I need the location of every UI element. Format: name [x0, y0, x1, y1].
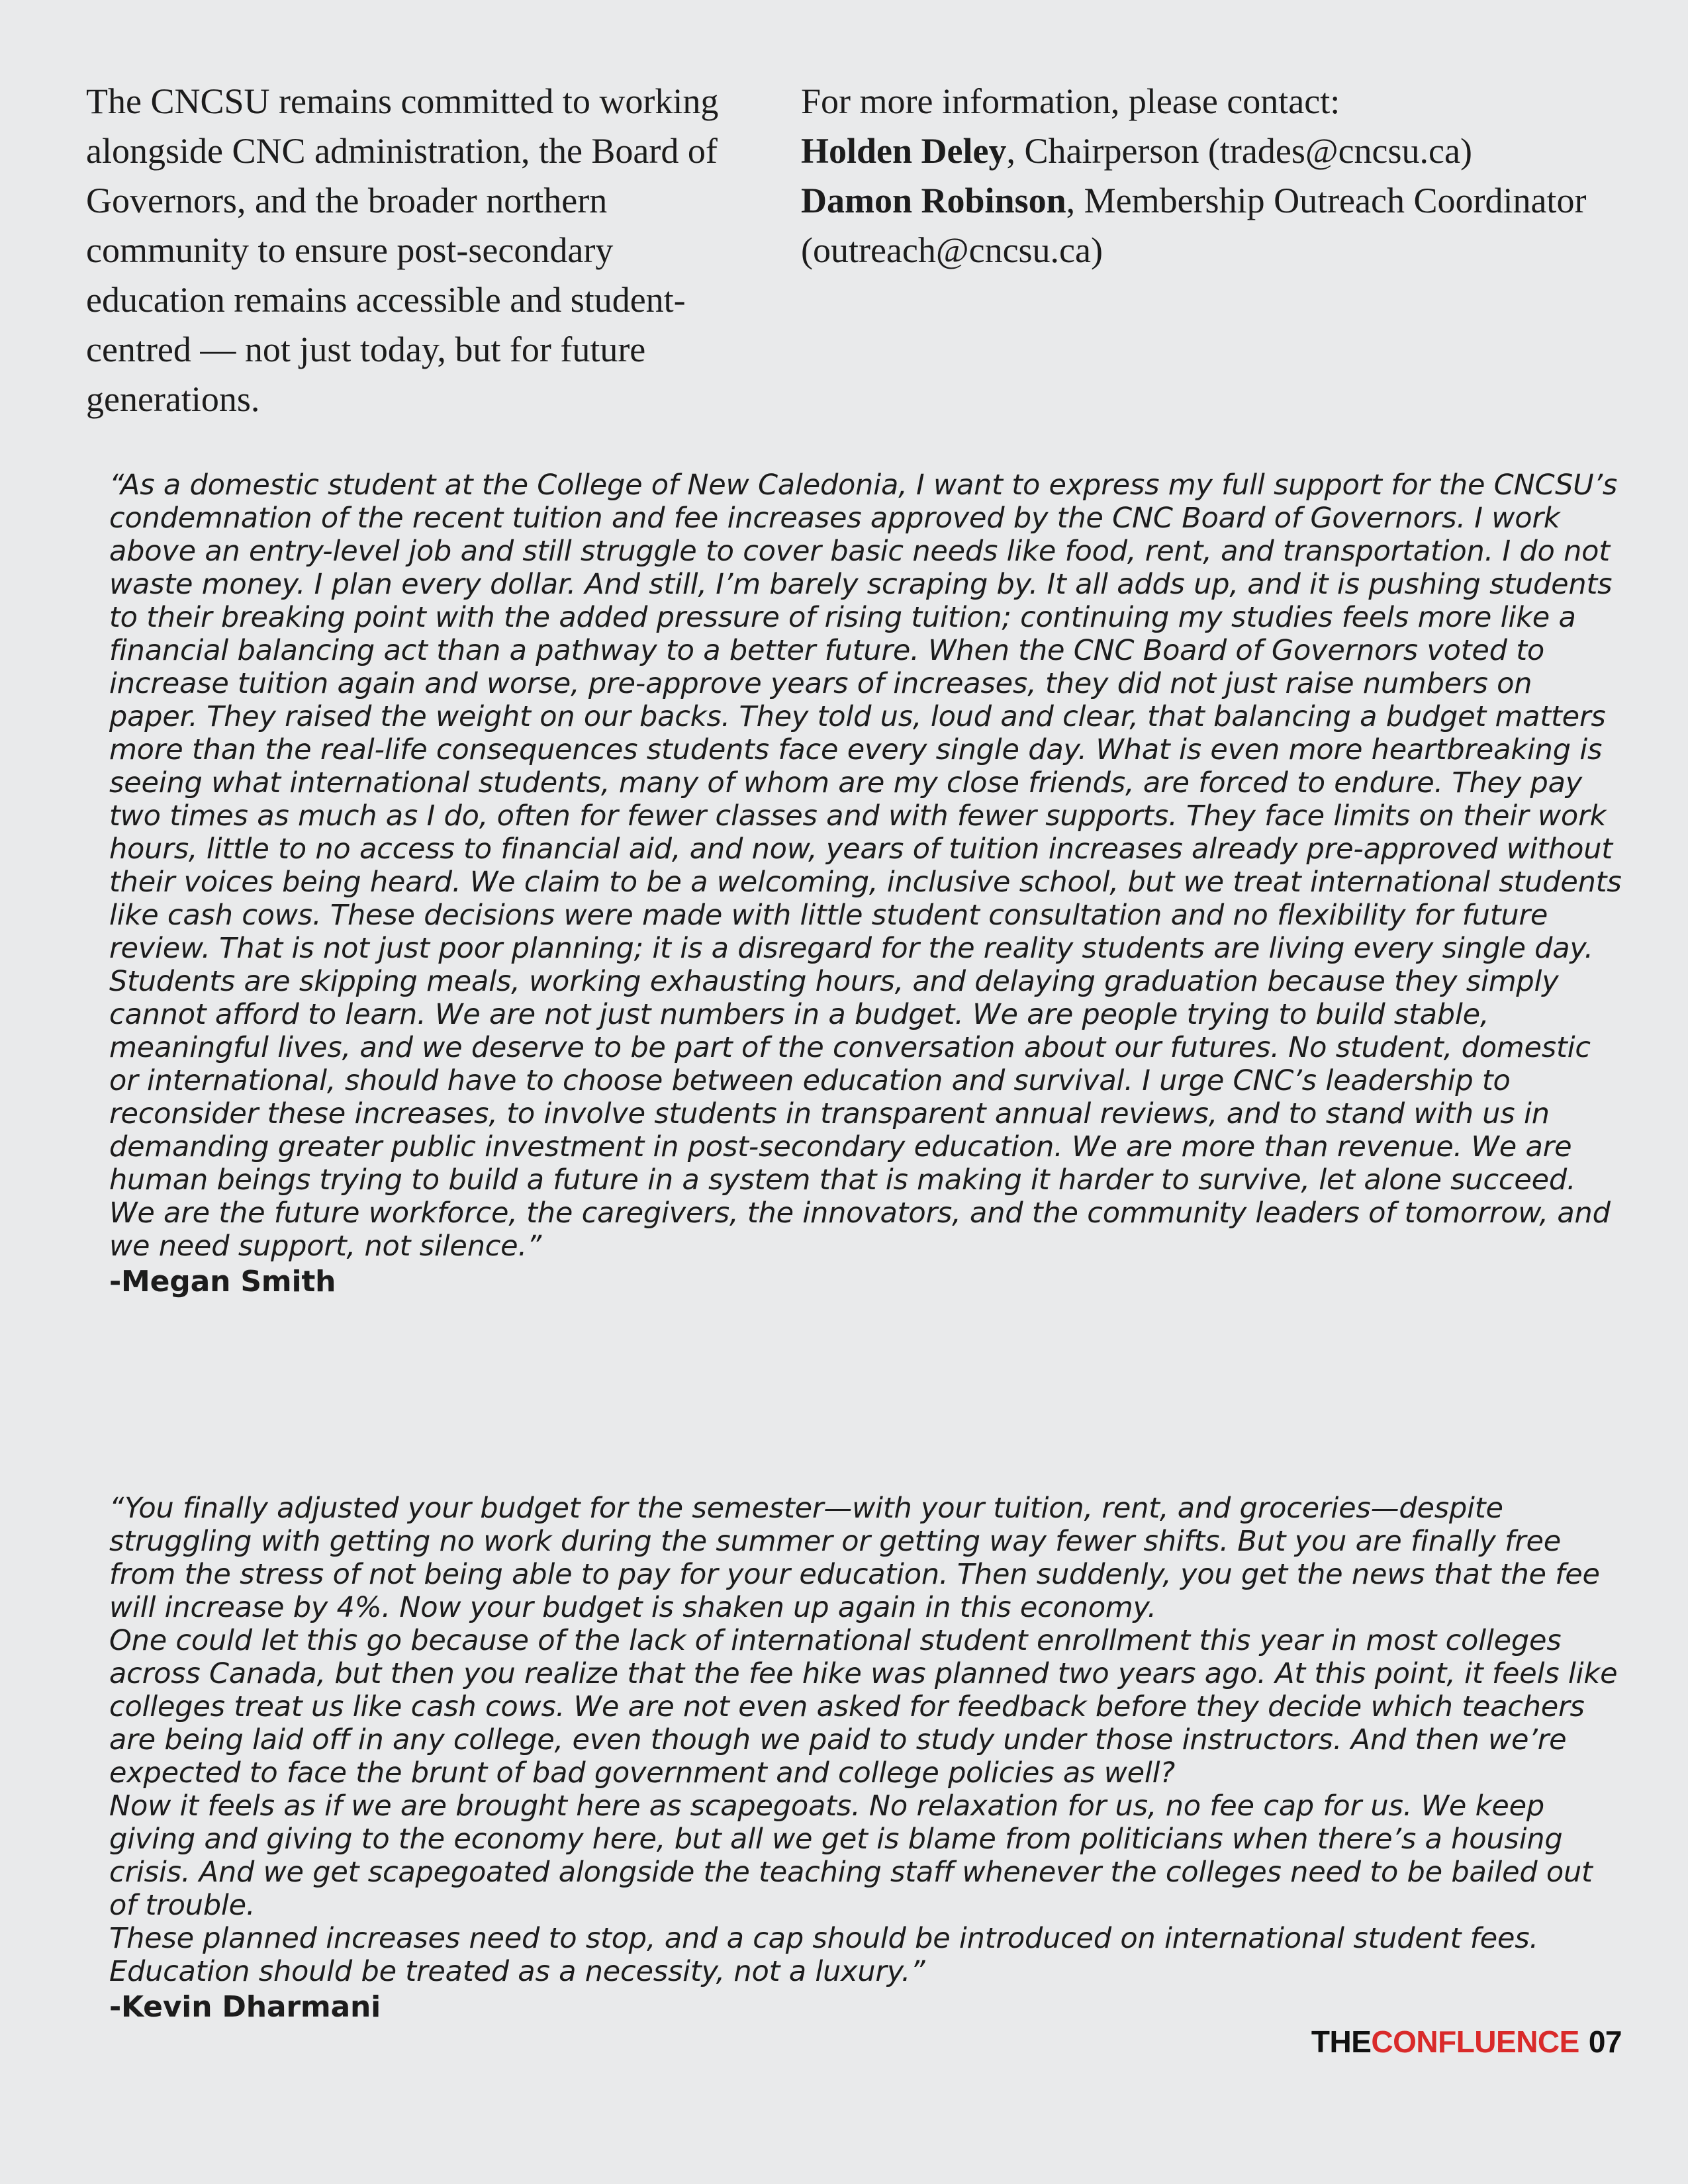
- footer-brand-the: THE: [1311, 2025, 1372, 2059]
- contact-person-1-name: Holden Deley: [801, 131, 1007, 171]
- quote-paragraph: These planned increases need to stop, and a cap should be introduced on international student fees. Education should be treated as a necessity, not a luxury.”: [109, 1922, 1538, 1988]
- quote-paragraph: One could let this go because of the lack of international student enrollment this year in most colleges across Canada, but then you realize that the fee hike was planned two years ago. At this point, it feels like colleges treat us like cash cows. We are not even asked for feedback before they decide which teachers are being laid off in any college, even though we paid to study under those instructors. And then we’re expected to face the brunt of bad government and college policies as well?: [109, 1624, 1618, 1790]
- page-number: 07: [1588, 2025, 1622, 2059]
- contact-person-2: [801, 176, 1628, 275]
- contact-heading: For more information, please contact:: [801, 81, 1340, 121]
- quote-paragraph: “You finally adjusted your budget for the semester—with your tuition, rent, and groceries—despite struggling with getting no work during the summer or getting way fewer shifts. But you are finally free from the stress of not being able to pay for your education. Then suddenly, you get the news that the fee will increase by 4%. Now your budget is shaken up again in this economy.: [109, 1492, 1600, 1624]
- contact-person-2-name: Damon Robinson: [801, 181, 1066, 220]
- page-footer: [1311, 2024, 1622, 2060]
- contact-person-1: [801, 126, 1628, 176]
- contact-person-1-role: , Chairperson (trades@cncsu.ca): [1006, 131, 1472, 171]
- student-quote-1: [109, 469, 1625, 1298]
- quote-paragraph: Now it feels as if we are brought here as scapegoats. No relaxation for us, no fee cap for us. We keep giving and giving to the economy here, but all we get is blame from politicians when there’s a housing crisis. And we get scapegoated alongside the teaching staff whenever the colleges need to be bailed out of trouble.: [109, 1790, 1593, 1922]
- quote-author: -Megan Smith: [109, 1265, 336, 1298]
- footer-brand-confluence: CONFLUENCE: [1371, 2025, 1579, 2059]
- intro-paragraph: The CNCSU remains committed to working alongside CNC administration, the Board of Governors, and the broader northern community to ensure post-secondary education remains accessible and student-centred — not just today, but for future generations.: [86, 81, 719, 419]
- student-quote-2: [109, 1492, 1625, 2024]
- quote-author: -Kevin Dharmani: [109, 1990, 381, 2024]
- quote-paragraph: “As a domestic student at the College of New Caledonia, I want to express my full support for the CNCSU’s condemnation of the recent tuition and fee increases approved by the CNC Board of Governors. I work above an entry-level job and still struggle to cover basic needs like food, rent, and transportation. I do not waste money. I plan every dollar. And still, I’m barely scraping by. It all adds up, and it is pushing students to their breaking point with the added pressure of rising tuition; continuing my studies feels more like a financial balancing act than a pathway to a better future. When the CNC Board of Governors voted to increase tuition again and worse, pre-approve years of increases, they did not just raise numbers on paper. They raised the weight on our backs. They told us, loud and clear, that balancing a budget matters more than the real-life consequences students face every single day. What is even more heartbreaking is seeing what international students, many of whom are my close friends, are forced to endure. They pay two times as much as I do, often for fewer classes and with fewer supports. They face limits on their work hours, little to no access to financial aid, and now, years of tuition increases already pre-approved without their voices being heard. We claim to be a welcoming, inclusive school, but we treat international students like cash cows. These decisions were made with little student consultation and no flexibility for future review. That is not just poor planning; it is a disregard for the reality students are living every single day. Students are skipping meals, working exhausting hours, and delaying graduation because they simply cannot afford to learn. We are not just numbers in a budget. We are people trying to build stable, meaningful lives, and we deserve to be part of the conversation about our futures. No student, domestic or international, should have to choose between education and survival. I urge CNC’s leadership to reconsider these increases, to involve students in transparent annual reviews, and to stand with us in demanding greater public investment in post-secondary education. We are more than revenue. We are human beings trying to build a future in a system that is making it harder to survive, let alone succeed. We are the future workforce, the caregivers, the innovators, and the community leaders of tomorrow, and we need support, not silence.”: [109, 469, 1622, 1263]
- contact-person-2-role: , Membership Outreach Coordinator (outreach@cncsu.ca): [801, 181, 1587, 270]
- contact-block: [801, 77, 1628, 275]
